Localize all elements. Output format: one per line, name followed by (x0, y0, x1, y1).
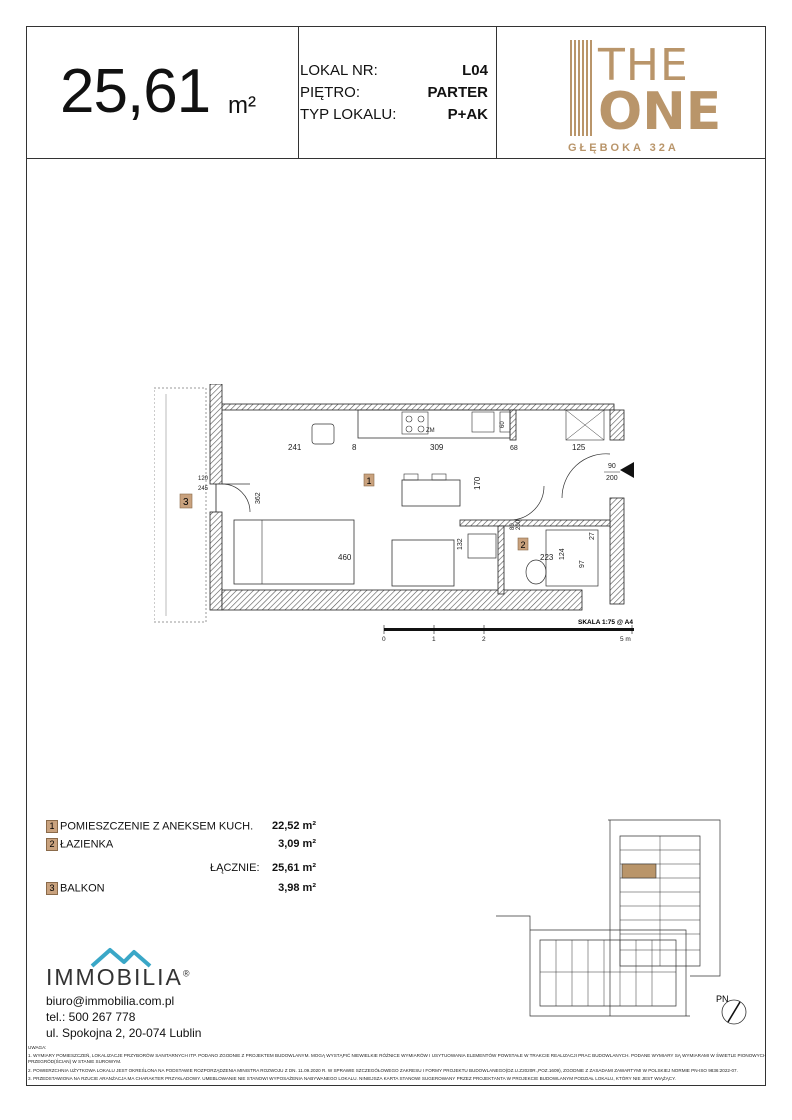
wall-bottom (222, 590, 582, 610)
room-3-label: 3 (183, 497, 189, 508)
room-area: 3,98 m² (278, 882, 316, 894)
logo-line2: ONE (598, 82, 722, 142)
room-2-label: 2 (520, 540, 526, 550)
north-icon (716, 994, 746, 1024)
logo-address: GŁĘBOKA 32A (568, 142, 679, 154)
info-label: PIĘTRO: (300, 84, 361, 101)
the-one-logo (566, 38, 746, 153)
svg-text:PN: PN (716, 994, 729, 1004)
info-value: PARTER (427, 84, 488, 101)
wall-bath-top (460, 520, 610, 526)
note-1: 1. WYMIARY POMIESZCZEŃ, LOKALIZACJE PRZYBORÓW SANITARNYCH ITP. PODANO ZGODNIE Z PROJEKTEM BUDOWLANYM. MOGĄ WYSTĄPIĆ NIEWIELKIE RÓŻNICE WYMIARÓW I USYTUOWANIA ELEMENTÓW POWSTAŁE W TRAKCIE REALIZACJI PRAC BUDOWLANYCH. PODANE WYMIARY SĄ WYMIARAMI W ŚWIETLE PIONOWYCH PRZEGRÓD(ŚCIAN) W STANIE SUROWYM. (28, 1053, 767, 1065)
room-row-2 (46, 838, 316, 852)
dim-362: 362 (255, 492, 262, 504)
wall-entry (510, 410, 516, 440)
dim-door-w: 90 (608, 463, 616, 470)
scale-tick-2: 2 (482, 636, 486, 643)
dim-245: 245 (198, 486, 209, 492)
wall-top (210, 404, 614, 410)
room-name: POMIESZCZENIE Z ANEKSEM KUCH. (60, 820, 254, 833)
bed (234, 520, 354, 584)
balcony-door-arc (222, 484, 250, 512)
dim-80: 80 (510, 523, 516, 530)
entry-door-arc (562, 454, 610, 498)
dim-124: 124 (559, 548, 566, 560)
room-name: ŁAZIENKA (60, 838, 114, 851)
wall-right (610, 410, 624, 440)
wall-left-upper (210, 384, 222, 484)
notes-title: UWAGA: (28, 1045, 47, 1050)
dim-120: 120 (198, 476, 209, 482)
dim-8: 8 (352, 443, 357, 452)
info-label: LOKAL NR: (300, 62, 378, 79)
dim-60: 60 (500, 421, 506, 428)
area-value: 25,61 (60, 57, 211, 126)
room-1-label: 1 (366, 476, 372, 486)
company-email[interactable]: biuro@immobilia.com.pl (46, 994, 175, 1008)
balcony-row (46, 882, 316, 896)
note-2: 2. POWIERZCHNIA UŻYTKOWA LOKALU JEST OKREŚLONA NA PODSTAWIE ROZPORZĄDZENIA MINISTRA ROZWOJU Z DN. 11.09.2020 R. W SPRAWIE SZCZEGÓŁOWEGO ZAKRESU I FORMY PROJEKTU BUDOWLANEGO(DZ.U.Z2020R.,POZ.1609), ZGODNIE Z ZASADAMI ZAWARTYMI W POLSKIEJ NORMIE PN-ISO 9836:2022-07. (28, 1067, 738, 1073)
logo-line1: THE (598, 40, 689, 91)
dim-460: 460 (338, 553, 352, 562)
wall-left-lower (210, 512, 222, 610)
company-address: ul. Spokojna 2, 20-074 Lublin (46, 1026, 202, 1040)
table (402, 480, 460, 506)
entry-arrow-icon (620, 462, 634, 478)
unit-highlight (622, 864, 656, 878)
site-map (490, 816, 760, 1026)
scale-text: SKALA 1:75 @ A4 (578, 619, 633, 626)
room-area: 22,52 m² (271, 820, 316, 832)
scale-tick-0: 0 (382, 636, 386, 643)
dim-68: 68 (510, 445, 518, 452)
dim-170: 170 (473, 476, 482, 490)
header (26, 26, 766, 159)
dim-door-h: 200 (606, 475, 618, 482)
scale-bar (384, 628, 634, 631)
unit-info (298, 26, 497, 158)
total-area: 25,61 m² (271, 862, 316, 874)
dim-132: 132 (457, 538, 464, 550)
room-row-1 (46, 820, 316, 834)
scale-tick-1: 1 (432, 636, 436, 643)
room-badge: 3 (46, 882, 58, 895)
notes (28, 1045, 768, 1084)
logo-bars-icon (570, 40, 592, 136)
sofa (392, 540, 454, 586)
label-zm: ZM (426, 428, 435, 434)
info-value: L04 (462, 62, 488, 79)
dim-97: 97 (579, 560, 586, 568)
note-3: 3. PRZEDSTAWIONA NA RZUCIE ARANŻACJA MA CHARAKTER PRZYKŁADOWY. UMEBLOWANIE NIE STANOWI WYPOSAŻENIA NABYWANEGO LOKALU. NINIEJSZA KARTA STANOWI SUGEROWANY PRZEZ PROJEKTANTA W PROJEKCIE BUDOWLANYM PODZIAŁ LOKALU, KTÓRY NIE JEST WIĄŻĄCY. (28, 1075, 676, 1081)
wall-right-lower (610, 498, 624, 604)
room-badge: 1 (46, 820, 58, 833)
total-row (46, 862, 316, 876)
room-area: 3,09 m² (278, 838, 316, 850)
dim-309: 309 (430, 443, 444, 452)
dim-223: 223 (540, 553, 554, 562)
floor-plan (154, 384, 634, 654)
company-phone[interactable]: tel.: 500 267 778 (46, 1010, 136, 1024)
dim-27: 27 (589, 532, 596, 540)
dim-125: 125 (572, 443, 586, 452)
bath-door-arc (510, 486, 544, 520)
wall-bath-left (498, 526, 504, 594)
room-badge: 2 (46, 838, 58, 851)
info-value: P+AK (447, 106, 488, 123)
company-name: IMMOBILIA® (46, 964, 192, 990)
dim-200: 200 (516, 519, 522, 530)
room-name: BALKON (60, 882, 105, 895)
area-unit: m² (228, 92, 256, 119)
scale-tick-5: 5 m (620, 636, 631, 643)
dim-241: 241 (288, 443, 302, 452)
info-label: TYP LOKALU: (300, 106, 397, 123)
total-label: ŁĄCZNIE: (210, 862, 260, 874)
area-box (26, 26, 299, 158)
